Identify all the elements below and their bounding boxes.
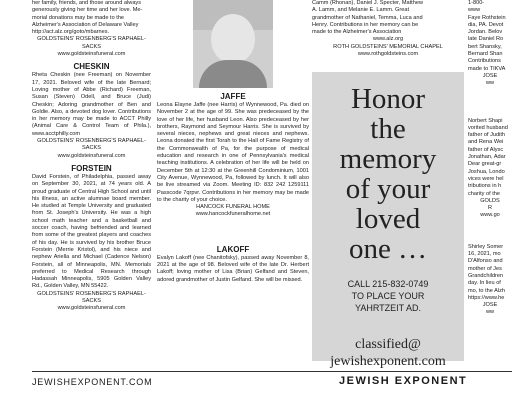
obit-text-cheskin: Rheta Cheskin (nee Freeman) on November 17, 2021. Beloved wife of the late Bernard; Loving mother of Abbe (Richard) Freeman, Susan (Steven) Odell, and Bruce (Judi) Cheskin; Adoring grandmother of Ben and Goldie. Also, a devoted dog lover. Contributions in her memory may be made to ACCT Philly (Animal Care & Control Team of Phila.), www.acctphilly.com — [32, 72, 151, 137]
obit-continued-line: A. Lamm, and Melanie E. Lamm. Great — [312, 7, 409, 14]
footer-masthead: JEWISH EXPONENT — [339, 375, 468, 387]
obit-name-lakoff: LAKOFF — [216, 244, 250, 254]
ad-classified-email[interactable]: classified@ jewishexponent.com — [330, 337, 446, 369]
funeral-home: HANCOCK FUNERAL HOME — [196, 204, 270, 211]
obit-continued-line: Camm (Rhonan), Daniel J. Specter, Matthew — [312, 0, 423, 6]
obit-continued-line: Alzheimer's Association of Delaware Valley — [32, 21, 139, 28]
obit-continued-line: morial donations may be made to the — [32, 14, 125, 21]
yahrtzeit-ad[interactable] — [312, 72, 464, 369]
obit-continued-line: http://act.alz.org/goto/mbarnes. — [32, 29, 110, 36]
footer-rule — [32, 371, 512, 372]
column-2 — [157, 0, 309, 362]
obit-name-jaffe: JAFFE — [220, 92, 246, 101]
funeral-home-url: www.goldsteinsfuneral.com — [57, 152, 126, 159]
funeral-home-url: www.rothgoldsteins.com — [357, 51, 419, 58]
funeral-home-url: www.goldsteinsfuneral.com — [57, 305, 126, 312]
funeral-home: GOLDSTEINS' ROSENBERG'S RAPHAEL-SACKS — [37, 290, 146, 304]
obit-name-cheskin: CHESKIN — [73, 62, 110, 72]
obit-continued-line: her family, friends, and those around always — [32, 0, 142, 6]
obit-continued-line: generously giving her time and her love. Me- — [32, 7, 143, 14]
ad-headline: Honor the memory of your loved one … — [339, 83, 437, 265]
obit-text-forstein: David Forstein, of Philadelphia, passed away on September 30, 2021, at 74 years old. A proud graduate of Central High School and until his illness, an active alumnae board member. He studied at Temple University and graduated from St. Joseph's University. He was a high school math teacher and a basketball and soccer coach, having befriended and learned from some of the greatest players and coaches of his day. He is survived by his brother Bruce Forstein (Merrie Kristol), and his niece and nephew Ariella and Michael (Cadence Nelson) Forstein, all of Minneapolis, MN. Memorials preferred to Medical Research through Hadassah Minneapolis, 5905 Golden Valley Rd., Golden Valley, MN 55422. — [32, 173, 151, 290]
obit-continued-line: Henry. Contributions in her memory can be — [312, 21, 419, 28]
footer-website[interactable]: JEWISHEXPONENT.COM — [32, 377, 153, 387]
obit-continued-line: www.alz.org — [372, 36, 404, 43]
column-1 — [32, 0, 151, 362]
funeral-home: GOLDSTEINS' ROSENBERG'S RAPHAEL-SACKS — [37, 138, 146, 152]
jaffe-photo — [193, 0, 273, 88]
funeral-home-url: www.go — [480, 212, 500, 219]
funeral-home: ROTH GOLDSTEINS' MEMORIAL CHAPEL — [333, 43, 443, 50]
obit-continued-line: made to the Alzheimer's Association — [312, 29, 402, 36]
column-4: 1-800- www Faye Rothstein dia, PA. Devot Jordan. Belov late Daniel Ro bert Shansky, Bernard Shan Contributions made to TIKVA JOSE ww Norbert Shapi vorited husband father of Judith and Rena Wei father of Alysc Jonathan, Adar Dear great-gr Joshua, Londo vices were hel tributions in h charity of the GOLDS R www.go Shirley Somer 16, 2021, mo D'Alfonso and mother of Jes Grandchildren day. In lieu of mo, to the Alzh https://www.he JOSE ww — [468, 0, 512, 362]
obit-text-lakoff: Evalyn Lakoff (nee Chanitofsky), passed away November 8, 2021 at the age of 98. Beloved wife of the late Dr. Herbert Lakoff; loving mother of Lisa (Brian) Gelfand and Steven, adored grandmother of Justin Gelfand. She will be missed. — [157, 254, 309, 283]
column-3-top — [312, 0, 464, 66]
funeral-home: GOLDS — [480, 197, 500, 204]
funeral-home: GOLDSTEINS' ROSENBERG'S RAPHAEL-SACKS — [37, 36, 146, 50]
funeral-home-url: www.goldsteinsfuneral.com — [57, 51, 126, 58]
ad-call-to-action: CALL 215-832-0749 TO PLACE YOUR YAHRTZEIT AD. — [347, 279, 429, 313]
obit-name-forstein: FORSTEIN — [71, 163, 112, 173]
funeral-home-url: www.hancockfuneralhome.net — [195, 211, 271, 218]
obit-continued-line: grandmother of Nathaniel, Temma, Luca and — [312, 14, 423, 21]
obit-text-jaffe: Leona Elayne Jaffe (nee Harris) of Wynnewood, Pa. died on November 2 at the age of 99. She was predeceased by the love of her life, her husband Leon. Also predeceased by her brothers, Raymond and Seymour Harris. She is survived by several nieces, nephews and great nieces and nephews. Leona donated the first Torah to the Hall of Fame Registry of the Commonwealth of Pa, for the purpose of medical education and research in one of Pennsylvania's medical teaching institutions. A celebration of her life will be held on December 5th at 12:30 at the Greenhill Condominium, 1001 City Avenue, Wynnewood, Pa, followed by lunch. It will also be live streamed via Zoom. Meeting ID: 832 242 1259111 Passcode 7qrpvr. Contributions in her memory may be made to the charity of your choice. — [157, 102, 309, 203]
